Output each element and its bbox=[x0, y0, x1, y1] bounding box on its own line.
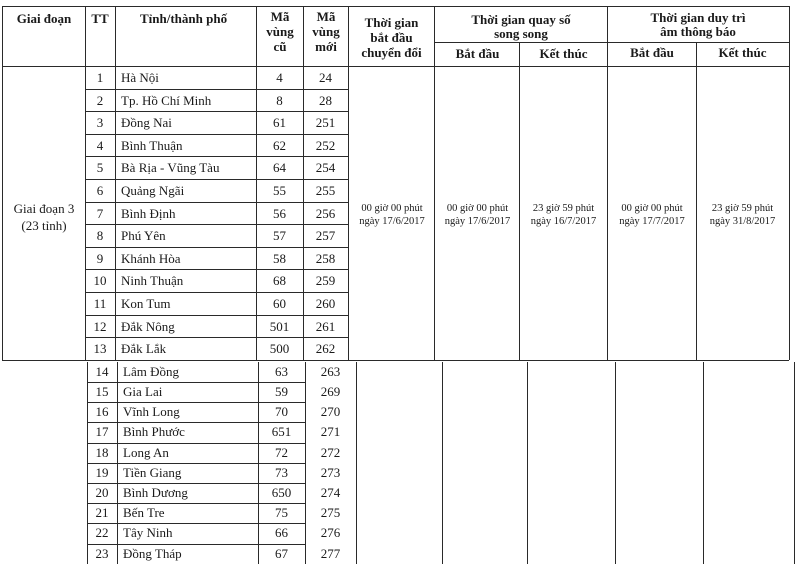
row-new-code: 28 bbox=[319, 92, 332, 108]
row-new-code: 262 bbox=[315, 341, 336, 357]
row-old-code: 72 bbox=[275, 444, 288, 460]
row-rule bbox=[87, 422, 305, 423]
row-rule bbox=[85, 202, 348, 203]
row-province: Kon Tum bbox=[121, 296, 171, 311]
phase-label-2: (23 tỉnh) bbox=[21, 218, 67, 233]
notice-end-time-1: 23 giờ 59 phút bbox=[711, 203, 774, 214]
column-rule bbox=[703, 362, 704, 564]
row-new-code: 273 bbox=[320, 464, 341, 480]
notice-start-time-1: 00 giờ 00 phút bbox=[621, 203, 683, 214]
column-rule bbox=[527, 362, 528, 564]
row-index: 22 bbox=[95, 525, 109, 541]
row-old-code: 75 bbox=[275, 505, 288, 521]
row-province: Bình Dương bbox=[123, 485, 188, 500]
column-rule bbox=[794, 362, 795, 564]
row-province: Vĩnh Long bbox=[123, 404, 180, 420]
column-rule bbox=[442, 362, 443, 564]
row-index: 23 bbox=[95, 545, 109, 561]
parallel-end-time-1: 23 giờ 59 phút bbox=[532, 203, 595, 214]
row-province: Quảng Ngãi bbox=[121, 183, 185, 198]
row-rule bbox=[85, 89, 348, 90]
block-bottom-rule bbox=[2, 360, 789, 361]
header-province: Tỉnh/thành phố bbox=[140, 11, 228, 26]
row-province: Tiền Giang bbox=[123, 464, 182, 480]
row-index: 16 bbox=[95, 404, 109, 420]
row-rule bbox=[85, 224, 348, 225]
row-index: 5 bbox=[96, 160, 104, 176]
switch-start-time-2: ngày 17/6/2017 bbox=[359, 216, 425, 227]
header-notice-2: âm thông báo bbox=[660, 24, 736, 39]
row-old-code: 501 bbox=[269, 318, 290, 334]
header-new-code-1: Mã bbox=[316, 9, 336, 24]
row-new-code: 24 bbox=[319, 70, 332, 85]
row-rule bbox=[87, 382, 305, 383]
row-old-code: 73 bbox=[275, 464, 288, 480]
row-rule bbox=[87, 463, 305, 464]
row-old-code: 55 bbox=[273, 183, 286, 198]
row-new-code: 263 bbox=[320, 363, 341, 379]
row-new-code: 256 bbox=[315, 205, 336, 221]
column-rule bbox=[356, 362, 357, 564]
row-province: Bà Rịa - Vũng Tàu bbox=[121, 160, 220, 176]
row-index: 9 bbox=[96, 250, 104, 266]
row-index: 2 bbox=[96, 92, 104, 108]
row-province: Bình Thuận bbox=[121, 137, 183, 153]
row-new-code: 272 bbox=[320, 444, 341, 460]
parallel-end-time-2: ngày 16/7/2017 bbox=[530, 216, 597, 227]
column-rule bbox=[607, 6, 608, 360]
row-rule bbox=[87, 402, 305, 403]
row-new-code: 251 bbox=[315, 115, 336, 131]
row-index: 21 bbox=[95, 505, 109, 521]
row-new-code: 269 bbox=[320, 384, 341, 399]
header-switch-start-2: bắt đầu bbox=[370, 30, 413, 45]
row-province: Gia Lai bbox=[123, 384, 163, 399]
header-new-code-2: vùng bbox=[312, 24, 340, 39]
header-new-code-3: mới bbox=[315, 39, 337, 54]
column-rule bbox=[615, 362, 616, 564]
row-index: 7 bbox=[96, 205, 104, 221]
row-old-code: 60 bbox=[273, 296, 286, 311]
row-rule bbox=[87, 503, 305, 504]
row-old-code: 500 bbox=[269, 341, 290, 357]
row-new-code: 270 bbox=[320, 404, 341, 420]
row-old-code: 650 bbox=[271, 485, 292, 500]
column-rule bbox=[348, 6, 349, 360]
row-province: Bến Tre bbox=[123, 505, 165, 521]
row-index: 17 bbox=[95, 424, 109, 440]
row-new-code: 277 bbox=[320, 545, 341, 561]
switch-start-time-1: 00 giờ 00 phút bbox=[361, 203, 423, 214]
row-old-code: 67 bbox=[275, 545, 288, 561]
row-province: Hà Nội bbox=[121, 70, 159, 85]
row-rule bbox=[85, 247, 348, 248]
header-bottom-rule bbox=[2, 66, 789, 67]
notice-end-time-2: ngày 31/8/2017 bbox=[709, 216, 776, 227]
notice-start-time-2: ngày 17/7/2017 bbox=[619, 216, 685, 227]
header-phase: Giai đoạn bbox=[16, 11, 72, 26]
row-old-code: 59 bbox=[275, 384, 288, 399]
row-old-code: 8 bbox=[276, 92, 283, 108]
row-province: Ninh Thuận bbox=[121, 273, 184, 289]
row-new-code: 276 bbox=[320, 525, 341, 541]
row-rule bbox=[85, 269, 348, 270]
header-index: TT bbox=[91, 11, 109, 26]
row-new-code: 258 bbox=[315, 250, 336, 266]
row-index: 4 bbox=[96, 137, 104, 153]
row-province: Đắk Nông bbox=[121, 318, 175, 334]
row-rule bbox=[85, 179, 348, 180]
row-province: Phú Yên bbox=[121, 228, 166, 244]
row-new-code: 259 bbox=[315, 273, 336, 289]
row-old-code: 63 bbox=[275, 363, 288, 379]
row-rule bbox=[85, 111, 348, 112]
row-province: Đồng Tháp bbox=[123, 545, 182, 561]
row-old-code: 56 bbox=[273, 205, 286, 221]
row-rule bbox=[87, 443, 305, 444]
row-province: Đắk Lắk bbox=[121, 341, 167, 357]
row-index: 13 bbox=[93, 341, 107, 357]
row-old-code: 651 bbox=[271, 424, 292, 440]
row-index: 6 bbox=[96, 183, 104, 198]
row-old-code: 70 bbox=[275, 404, 288, 420]
header-old-code-1: Mã bbox=[270, 9, 290, 24]
row-index: 11 bbox=[93, 296, 107, 311]
row-rule bbox=[87, 523, 305, 524]
header-switch-start-1: Thời gian bbox=[364, 15, 419, 30]
row-index: 10 bbox=[93, 273, 107, 289]
row-index: 14 bbox=[95, 363, 109, 379]
row-old-code: 58 bbox=[273, 250, 286, 266]
row-new-code: 252 bbox=[315, 137, 336, 153]
row-province: Đồng Nai bbox=[121, 115, 172, 131]
row-old-code: 64 bbox=[273, 160, 286, 176]
row-index: 12 bbox=[93, 318, 107, 334]
row-province: Long An bbox=[123, 444, 169, 460]
header-subdivide-rule bbox=[434, 42, 789, 43]
row-index: 1 bbox=[96, 70, 104, 85]
row-old-code: 66 bbox=[275, 525, 288, 541]
row-rule bbox=[87, 483, 305, 484]
header-parallel-end: Kết thúc bbox=[539, 46, 588, 61]
row-old-code: 62 bbox=[273, 137, 286, 153]
row-new-code: 257 bbox=[315, 228, 336, 244]
row-index: 15 bbox=[95, 384, 109, 399]
row-rule bbox=[85, 292, 348, 293]
row-province: Lâm Đồng bbox=[123, 363, 179, 379]
header-switch-start-3: chuyển đổi bbox=[361, 45, 422, 60]
header-notice-start: Bắt đầu bbox=[630, 45, 674, 60]
phase-label-1: Giai đoạn 3 bbox=[13, 201, 75, 216]
row-new-code: 274 bbox=[320, 485, 341, 500]
column-rule bbox=[2, 6, 3, 360]
row-old-code: 61 bbox=[273, 115, 286, 131]
column-rule bbox=[115, 6, 116, 360]
row-index: 19 bbox=[95, 464, 109, 480]
column-rule bbox=[789, 6, 790, 360]
table-top-rule bbox=[2, 6, 789, 7]
row-new-code: 254 bbox=[315, 160, 336, 176]
parallel-start-time-2: ngày 17/6/2017 bbox=[444, 216, 511, 227]
row-old-code: 68 bbox=[273, 273, 286, 289]
row-rule bbox=[85, 337, 348, 338]
header-notice-end: Kết thúc bbox=[718, 45, 767, 60]
parallel-start-time-1: 00 giờ 00 phút bbox=[446, 203, 509, 214]
header-parallel-dial-1: Thời gian quay số bbox=[471, 12, 571, 27]
header-parallel-dial-2: song song bbox=[494, 26, 548, 41]
row-province: Bình Phước bbox=[123, 424, 185, 440]
row-rule bbox=[85, 315, 348, 316]
row-province: Tp. Hồ Chí Minh bbox=[121, 92, 212, 108]
row-new-code: 261 bbox=[315, 318, 336, 334]
row-index: 20 bbox=[95, 485, 109, 500]
row-new-code: 271 bbox=[320, 424, 341, 440]
row-new-code: 255 bbox=[315, 183, 336, 198]
row-rule bbox=[85, 156, 348, 157]
row-new-code: 260 bbox=[315, 296, 336, 311]
header-old-code-2: vùng bbox=[266, 24, 294, 39]
row-rule bbox=[85, 134, 348, 135]
row-index: 18 bbox=[95, 444, 109, 460]
row-index: 8 bbox=[96, 228, 104, 244]
header-notice-1: Thời gian duy trì bbox=[650, 10, 746, 25]
column-rule bbox=[696, 42, 697, 360]
header-parallel-start: Bắt đầu bbox=[455, 46, 500, 61]
row-new-code: 275 bbox=[320, 505, 341, 521]
row-index: 3 bbox=[96, 115, 104, 131]
row-old-code: 57 bbox=[273, 228, 286, 244]
row-province: Tây Ninh bbox=[123, 525, 173, 541]
row-rule bbox=[87, 544, 305, 545]
row-old-code: 4 bbox=[276, 70, 283, 85]
row-province: Khánh Hòa bbox=[121, 250, 181, 266]
column-rule bbox=[519, 42, 520, 360]
header-old-code-3: cũ bbox=[273, 39, 287, 54]
row-province: Bình Định bbox=[121, 205, 176, 221]
